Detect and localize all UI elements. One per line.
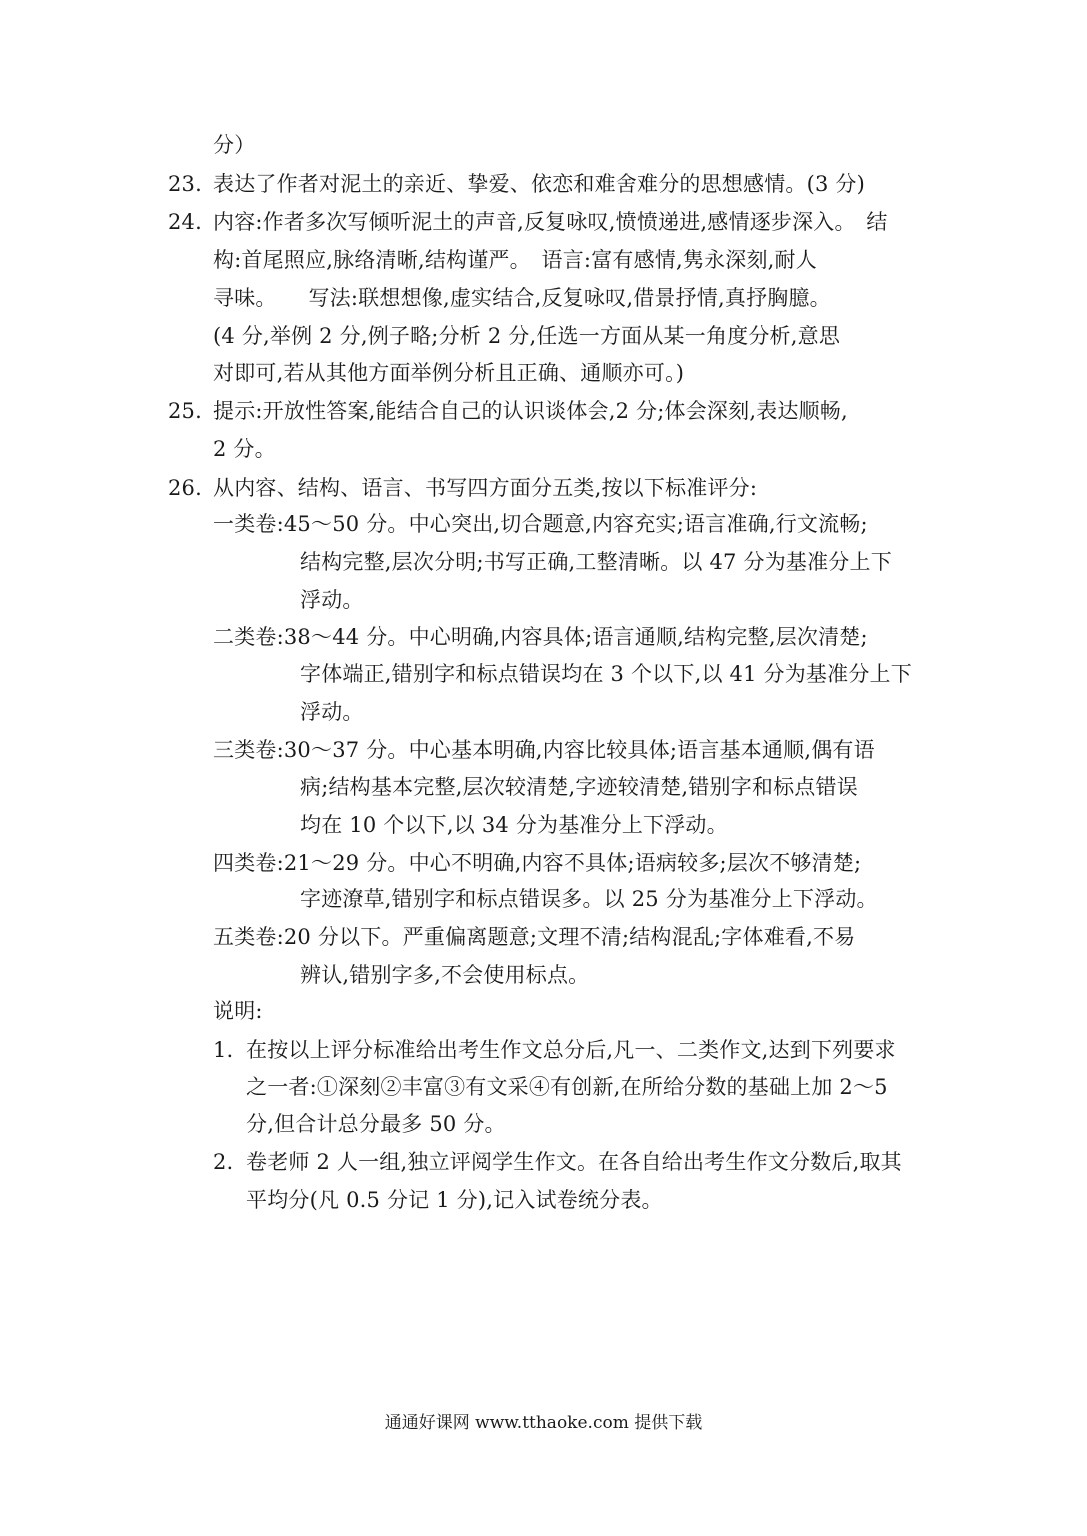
text-line: 病;结构基本完整,层次较清楚,字迹较清楚,错别字和标点错误 bbox=[300, 775, 858, 799]
text-line: (4 分,举例 2 分,例子略;分析 2 分,任选一方面从某一角度分析,意思 bbox=[213, 324, 841, 348]
text-line: 三类卷:30～37 分。中心基本明确,内容比较具体;语言基本通顺,偶有语 bbox=[213, 738, 875, 762]
question-number: 23. bbox=[168, 172, 202, 196]
text-line: 四类卷:21～29 分。中心不明确,内容不具体;语病较多;层次不够清楚; bbox=[213, 851, 862, 875]
text-line: 分,但合计总分最多 50 分。 bbox=[246, 1112, 506, 1136]
text-line: 寻味。 写法:联想想像,虚实结合,反复咏叹,借景抒情,真抒胸臆。 bbox=[213, 286, 831, 310]
question-number: 26. bbox=[168, 476, 202, 500]
text-line: 说明: bbox=[213, 999, 263, 1023]
text-line: 一类卷:45～50 分。中心突出,切合题意,内容充实;语言准确,行文流畅; bbox=[213, 512, 868, 536]
text-line: 卷老师 2 人一组,独立评阅学生作文。在各自给出考生作文分数后,取其 bbox=[246, 1150, 902, 1174]
text-line: 结构完整,层次分明;书写正确,工整清晰。以 47 分为基准分上下 bbox=[300, 550, 892, 574]
text-line: 五类卷:20 分以下。严重偏离题意;文理不清;结构混乱;字体难看,不易 bbox=[213, 925, 856, 949]
text-line: 浮动。 bbox=[300, 700, 364, 724]
text-line: 表达了作者对泥土的亲近、挚爱、依恋和难舍难分的思想感情。(3 分) bbox=[213, 172, 866, 196]
text-line: 从内容、结构、语言、书写四方面分五类,按以下标准评分: bbox=[213, 476, 758, 500]
text-line: 提示:开放性答案,能结合自己的认识谈体会,2 分;体会深刻,表达顺畅, bbox=[213, 399, 848, 423]
text-line: 浮动。 bbox=[300, 588, 364, 612]
text-line: 在按以上评分标准给出考生作文总分后,凡一、二类作文,达到下列要求 bbox=[246, 1038, 896, 1062]
text-line: 1. bbox=[213, 1038, 234, 1062]
text-line: 内容:作者多次写倾听泥土的声音,反复咏叹,愤愤递进,感情逐步深入。 结 bbox=[213, 210, 888, 234]
question-number: 25. bbox=[168, 399, 202, 423]
text-line: 之一者:①深刻②丰富③有文采④有创新,在所给分数的基础上加 2～5 bbox=[246, 1075, 888, 1099]
text-line: 分） bbox=[213, 133, 256, 157]
text-line: 字迹潦草,错别字和标点错误多。以 25 分为基准分上下浮动。 bbox=[300, 887, 878, 911]
text-line: 2 分。 bbox=[213, 437, 276, 461]
text-line: 字体端正,错别字和标点错误均在 3 个以下,以 41 分为基准分上下 bbox=[300, 662, 912, 686]
text-line: 平均分(凡 0.5 分记 1 分),记入试卷统分表。 bbox=[246, 1188, 663, 1212]
question-number: 24. bbox=[168, 210, 202, 234]
text-line: 2. bbox=[213, 1150, 234, 1174]
text-line: 二类卷:38～44 分。中心明确,内容具体;语言通顺,结构完整,层次清楚; bbox=[213, 625, 868, 649]
text-line: 辨认,错别字多,不会使用标点。 bbox=[300, 963, 590, 987]
page-footer: 通通好课网 www.tthaoke.com 提供下载 bbox=[384, 1413, 703, 1433]
text-line: 对即可,若从其他方面举例分析且正确、通顺亦可。) bbox=[213, 361, 685, 385]
text-line: 均在 10 个以下,以 34 分为基准分上下浮动。 bbox=[300, 813, 728, 837]
text-line: 构:首尾照应,脉络清晰,结构谨严。 语言:富有感情,隽永深刻,耐人 bbox=[213, 248, 817, 272]
